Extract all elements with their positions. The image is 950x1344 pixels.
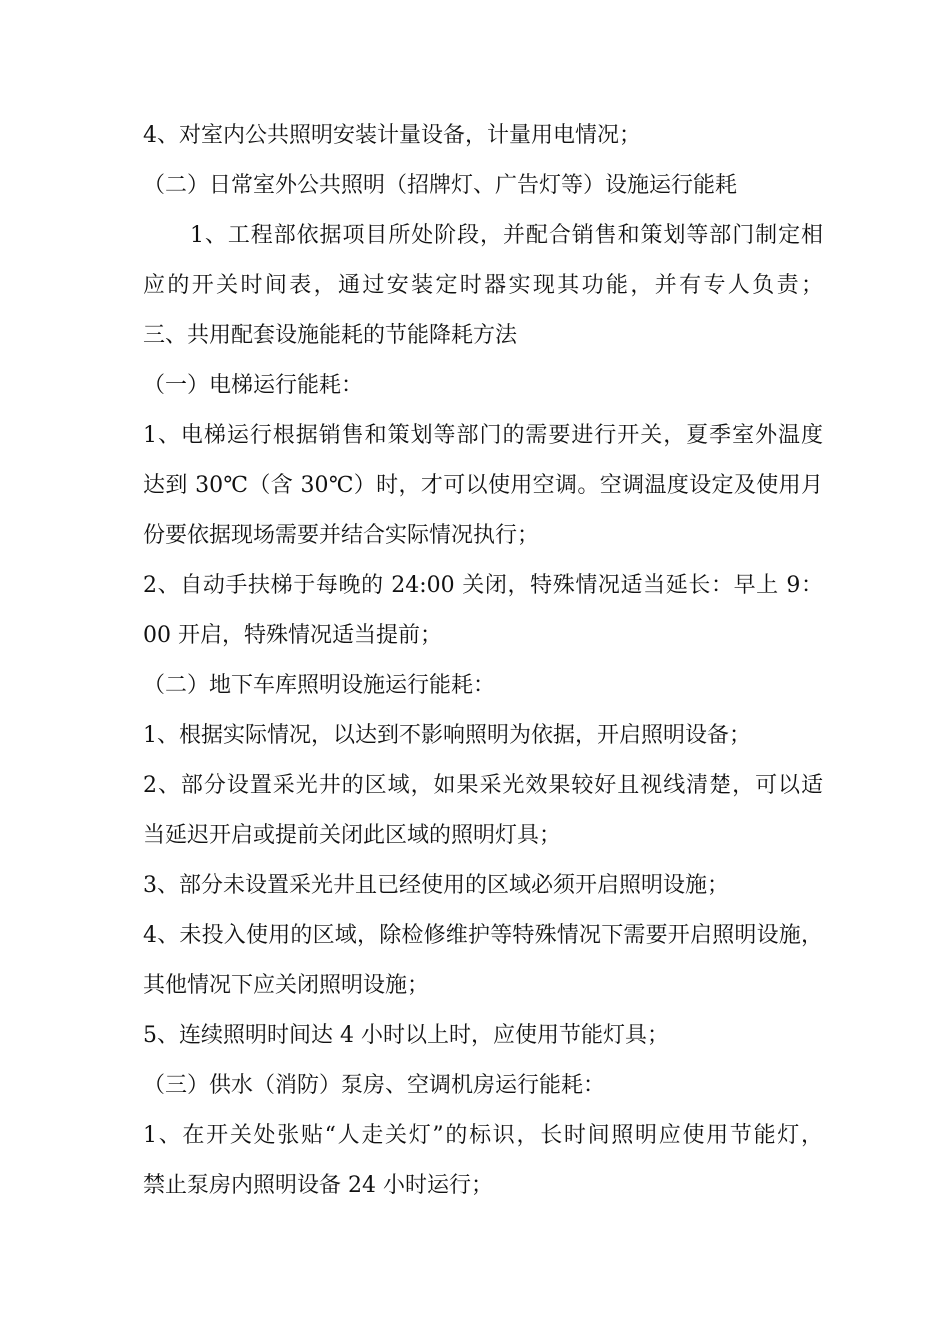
text-line-1: 4、对室内公共照明安装计量设备，计量用电情况；	[143, 123, 641, 148]
text-line-22: 禁止泵房内照明设备 24 小时运行；	[143, 1173, 493, 1198]
text-line-19: 5、连续照明时间达 4 小时以上时，应使用节能灯具；	[143, 1023, 669, 1048]
section-heading-pump-room: （三）供水（消防）泵房、空调机房运行能耗：	[143, 1073, 606, 1098]
text-line-11: 00 开启，特殊情况适当提前；	[143, 623, 442, 648]
section-heading-elevator: （一）电梯运行能耗：	[143, 373, 364, 398]
text-line-15: 当延迟开启或提前关闭此区域的照明灯具；	[143, 823, 562, 848]
text-line-16: 3、部分未设置采光井且已经使用的区域必须开启照明设施；	[143, 873, 729, 898]
text-line-8: 达到 30℃（含 30℃）时，才可以使用空调。空调温度设定及使用月	[143, 473, 823, 498]
text-line-4: 应的开关时间表，通过安装定时器实现其功能，并有专人负责；	[143, 273, 823, 298]
section-heading-garage-lighting: （二）地下车库照明设施运行能耗：	[143, 673, 496, 698]
section-heading-shared-facilities: 三、共用配套设施能耗的节能降耗方法	[143, 323, 518, 348]
text-line-10: 2、自动手扶梯于每晚的 24:00 关闭，特殊情况适当延长：早上 9：	[143, 573, 823, 598]
section-heading-outdoor-lighting: （二）日常室外公共照明（招牌灯、广告灯等）设施运行能耗	[143, 173, 738, 198]
text-line-3: 1、工程部依据项目所处阶段，并配合销售和策划等部门制定相	[190, 223, 823, 248]
text-line-17: 4、未投入使用的区域，除检修维护等特殊情况下需要开启照明设施，	[143, 923, 823, 948]
text-line-13: 1、根据实际情况，以达到不影响照明为依据，开启照明设备；	[143, 723, 751, 748]
text-line-9: 份要依据现场需要并结合实际情况执行；	[143, 523, 540, 548]
text-line-21: 1、在开关处张贴“人走关灯”的标识，长时间照明应使用节能灯，	[143, 1123, 823, 1148]
text-line-18: 其他情况下应关闭照明设施；	[143, 973, 430, 998]
text-line-14: 2、部分设置采光井的区域，如果采光效果较好且视线清楚，可以适	[143, 773, 823, 798]
text-line-7: 1、电梯运行根据销售和策划等部门的需要进行开关，夏季室外温度	[143, 423, 823, 448]
